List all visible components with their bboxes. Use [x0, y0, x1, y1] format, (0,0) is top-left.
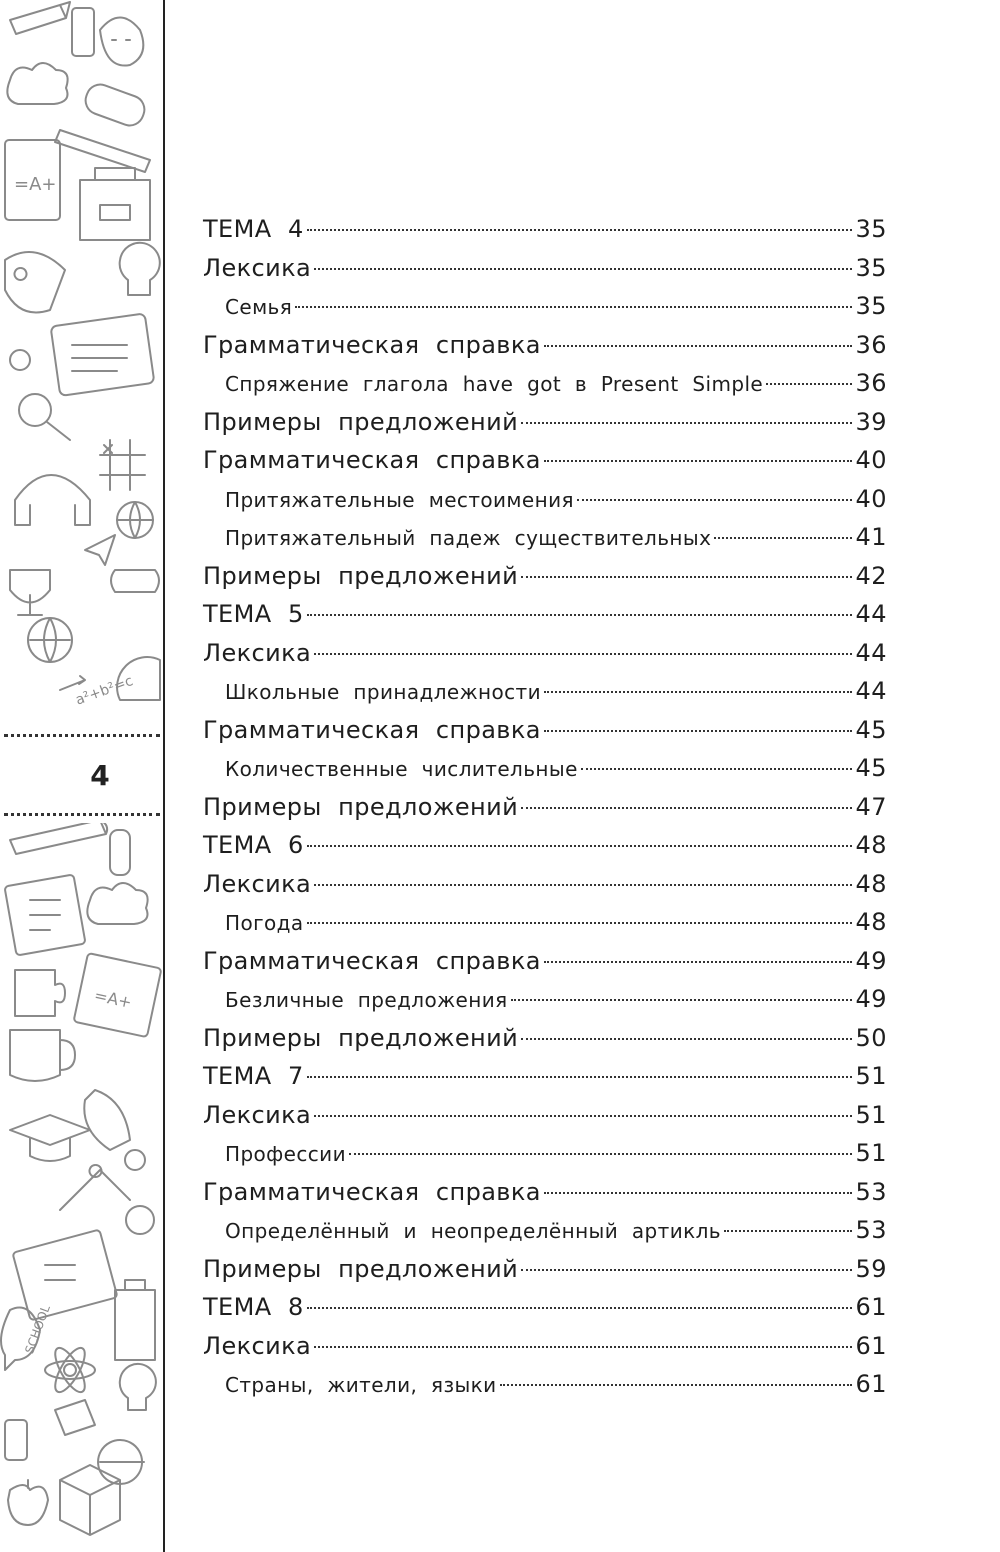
- toc-entry-title: Примеры предложений: [203, 1023, 519, 1052]
- dot-leader: [314, 1115, 852, 1117]
- toc-subentry[interactable]: [203, 287, 887, 326]
- bulb-doodle: [120, 243, 160, 295]
- toc-entry-page: 51: [855, 1100, 887, 1129]
- toc-entry[interactable]: [203, 595, 887, 634]
- toc-entry-page: 45: [855, 715, 887, 744]
- toc-entry-title: Грамматическая справка: [203, 330, 541, 359]
- apple-doodle: [8, 1480, 48, 1525]
- dot-leader: [577, 499, 853, 501]
- spiral-doodle: [10, 350, 30, 370]
- dot-leader: [307, 1076, 853, 1078]
- toc-entry-page: 44: [855, 638, 887, 667]
- dot-leader: [314, 268, 852, 270]
- toc-entry-page: 41: [855, 523, 887, 551]
- headphones-doodle: [15, 475, 90, 525]
- svg-text:=A+: =A+: [92, 985, 134, 1012]
- toc-entry[interactable]: [203, 249, 887, 288]
- tictactoe-doodle: [100, 440, 145, 490]
- toc-subentry[interactable]: [203, 364, 887, 403]
- toc-subentry[interactable]: [203, 749, 887, 788]
- dot-leader: [521, 576, 852, 578]
- pencil-doodle: [10, 2, 70, 34]
- toc-entry-title: Грамматическая справка: [203, 715, 541, 744]
- toc-entry-page: 53: [855, 1216, 887, 1244]
- toc-entry-page: 48: [855, 869, 887, 898]
- toc-subentry[interactable]: [203, 480, 887, 519]
- clipboard-doodle: [51, 313, 155, 396]
- toc-entry-title: Притяжательные местоимения: [225, 487, 574, 512]
- toc-entry[interactable]: [203, 1019, 887, 1058]
- toc-entry-title: Определённый и неопределённый артикль: [225, 1219, 721, 1243]
- dot-leader: [521, 1038, 852, 1040]
- toc-entry-page: 44: [855, 600, 887, 628]
- dot-leader: [307, 845, 853, 847]
- toc-entry[interactable]: [203, 711, 887, 750]
- toc-entry-title: Количественные числительные: [225, 757, 578, 781]
- toc-entry-title: Грамматическая справка: [203, 446, 541, 474]
- decorative-margin: [0, 0, 163, 1552]
- rocket-doodle-2: [84, 1090, 130, 1150]
- dotted-divider-bottom: [4, 813, 160, 816]
- toc-entry-page: 49: [855, 985, 887, 1013]
- toc-entry[interactable]: [203, 1327, 887, 1366]
- globe-doodle-2: [98, 1440, 144, 1484]
- dot-leader: [724, 1230, 852, 1232]
- toc-entry-page: 45: [855, 754, 887, 782]
- dot-leader: [544, 691, 852, 693]
- toc-entry-title: ТЕМА 5: [203, 600, 304, 628]
- toc-entry[interactable]: [203, 634, 887, 673]
- svg-text:a²+b²=c: a²+b²=c: [73, 673, 136, 709]
- backpack-doodle-2: [115, 1280, 155, 1360]
- toc-entry-page: 39: [855, 407, 887, 436]
- toc-entry-page: 40: [855, 446, 887, 474]
- dot-leader: [307, 614, 853, 616]
- dot-leader: [307, 229, 853, 231]
- toc-subentry[interactable]: [203, 1365, 887, 1404]
- toc-subentry[interactable]: [203, 518, 887, 557]
- dot-leader: [544, 730, 853, 732]
- toc-entry[interactable]: [203, 1288, 887, 1327]
- compass-doodle: [60, 1165, 130, 1210]
- cloud-doodle: [7, 63, 67, 104]
- toc-entry-page: 59: [855, 1254, 887, 1283]
- tube-doodle: [82, 81, 149, 130]
- page-number: 4: [90, 759, 110, 792]
- clipboard-lines: [72, 345, 127, 371]
- toc-entry-page: 36: [855, 369, 887, 397]
- atom-doodle: [64, 1364, 76, 1376]
- toc-entry-title: Грамматическая справка: [203, 946, 541, 975]
- magnifier-doodle: [19, 394, 51, 426]
- toc-entry-title: Страны, жители, языки: [225, 1373, 497, 1397]
- toc-entry-title: Примеры предложений: [203, 561, 519, 590]
- grad-cap-doodle: [10, 1115, 90, 1161]
- toc-entry-page: 48: [855, 831, 887, 859]
- cloud-doodle-2: [87, 883, 147, 924]
- page-number-band: [0, 727, 163, 823]
- toc-entry-title: Семья: [225, 295, 293, 319]
- toc-subentry[interactable]: [203, 1134, 887, 1173]
- toc-entry-title: Лексика: [203, 638, 312, 667]
- toc-entry[interactable]: [203, 403, 887, 442]
- toc-entry[interactable]: [203, 788, 887, 827]
- toc-entry-title: Грамматическая справка: [203, 1177, 541, 1206]
- toc-entry-page: 51: [855, 1139, 887, 1167]
- toc-entry-page: 61: [855, 1331, 887, 1360]
- toc-entry-title: Безличные предложения: [225, 988, 508, 1012]
- toc-entry-title: Примеры предложений: [203, 407, 519, 436]
- toc-entry-page: 47: [855, 792, 887, 821]
- dot-leader: [521, 422, 852, 424]
- toc-entry-title: ТЕМА 8: [203, 1293, 304, 1321]
- dot-leader: [544, 460, 853, 462]
- toc-entry[interactable]: [203, 1173, 887, 1212]
- spiral-doodle-2: [125, 1150, 145, 1170]
- toc-entry[interactable]: [203, 1250, 887, 1289]
- toc-entry-page: 44: [855, 677, 887, 705]
- trophy-doodle: [10, 570, 50, 615]
- toc-entry[interactable]: [203, 865, 887, 904]
- toc-entry-title: Примеры предложений: [203, 792, 519, 821]
- toc-entry-title: ТЕМА 7: [203, 1062, 304, 1090]
- toc-entry[interactable]: [203, 1096, 887, 1135]
- rocket-doodle: [5, 252, 65, 313]
- toc-entry-title: Лексика: [203, 1100, 312, 1129]
- toc-entry-title: ТЕМА 6: [203, 831, 304, 859]
- puzzle-doodle: [15, 970, 65, 1016]
- toc-entry-page: 51: [855, 1062, 887, 1090]
- table-of-contents: [203, 210, 887, 1404]
- toc-entry-page: 48: [855, 908, 887, 936]
- glue-tube-doodle: [72, 8, 94, 56]
- magnifier-doodle-2: [126, 1206, 154, 1234]
- dot-leader: [521, 807, 852, 809]
- toc-entry[interactable]: [203, 441, 887, 480]
- dot-leader: [307, 1307, 853, 1309]
- backpack-doodle: [80, 168, 150, 240]
- toc-entry[interactable]: [203, 557, 887, 596]
- cube-doodle: [60, 1465, 120, 1535]
- toc-entry-page: 35: [855, 292, 887, 320]
- toc-entry[interactable]: [203, 210, 887, 249]
- dot-leader: [307, 922, 853, 924]
- dot-leader: [314, 653, 852, 655]
- toc-entry-title: Лексика: [203, 253, 312, 282]
- dot-leader: [766, 383, 852, 385]
- toc-entry-page: 36: [855, 330, 887, 359]
- toc-entry-title: Погода: [225, 911, 304, 935]
- bulb-doodle-2: [120, 1364, 156, 1410]
- dot-leader: [295, 306, 852, 308]
- toc-entry-title: Лексика: [203, 869, 312, 898]
- dot-leader: [714, 537, 852, 539]
- toc-entry-title: Лексика: [203, 1331, 312, 1360]
- toc-entry[interactable]: [203, 326, 887, 365]
- toc-entry[interactable]: [203, 1057, 887, 1096]
- toc-entry-page: 49: [855, 946, 887, 975]
- toc-entry-page: 61: [855, 1370, 887, 1398]
- toc-entry-page: 61: [855, 1293, 887, 1321]
- toc-entry-page: 40: [855, 484, 887, 513]
- toc-entry-title: Профессии: [225, 1142, 346, 1166]
- toc-subentry[interactable]: [203, 903, 887, 942]
- toc-entry-page: 53: [855, 1177, 887, 1206]
- face-doodle: [100, 18, 143, 66]
- margin-vertical-rule: [163, 0, 165, 1552]
- eraser-doodle: [55, 1400, 95, 1435]
- mug-doodle: [10, 1030, 75, 1081]
- toc-entry[interactable]: [203, 826, 887, 865]
- toc-entry-page: 42: [855, 561, 887, 590]
- dotted-divider-top: [4, 734, 160, 737]
- toc-entry-page: 35: [855, 215, 887, 243]
- toc-entry-title: Притяжательный падеж существительных: [225, 526, 712, 550]
- arrow-doodle: [60, 676, 85, 690]
- dot-leader: [349, 1153, 852, 1155]
- scroll-doodle: [111, 570, 159, 592]
- battery-doodle: [5, 1420, 27, 1460]
- dot-leader: [581, 768, 853, 770]
- notebook-doodle: [12, 1230, 117, 1321]
- toc-entry-page: 50: [855, 1023, 887, 1052]
- svg-text:=A+: =A+: [14, 174, 57, 195]
- dot-leader: [511, 999, 853, 1001]
- bottle-doodle: [110, 830, 130, 875]
- toc-entry-title: ТЕМА 4: [203, 215, 304, 243]
- paper-plane-doodle: [85, 535, 115, 565]
- toc-entry-title: Спряжение глагола have got в Present Simple: [225, 372, 764, 396]
- toc-entry-title: Школьные принадлежности: [225, 680, 541, 704]
- toc-subentry[interactable]: [203, 980, 887, 1019]
- toc-entry-title: Примеры предложений: [203, 1254, 519, 1283]
- toc-subentry[interactable]: [203, 672, 887, 711]
- dot-leader: [500, 1384, 853, 1386]
- diploma-doodle: [10, 820, 107, 854]
- dot-leader: [314, 884, 852, 886]
- dot-leader: [544, 961, 853, 963]
- svg-text:SCHOOL: SCHOOL: [22, 1303, 53, 1356]
- pen-doodle: [55, 130, 150, 172]
- dot-leader: [544, 1192, 853, 1194]
- toc-entry-page: 35: [855, 253, 887, 282]
- toc-subentry[interactable]: [203, 1211, 887, 1250]
- toc-entry[interactable]: [203, 942, 887, 981]
- dot-leader: [544, 345, 853, 347]
- dot-leader: [521, 1269, 852, 1271]
- dot-leader: [314, 1346, 852, 1348]
